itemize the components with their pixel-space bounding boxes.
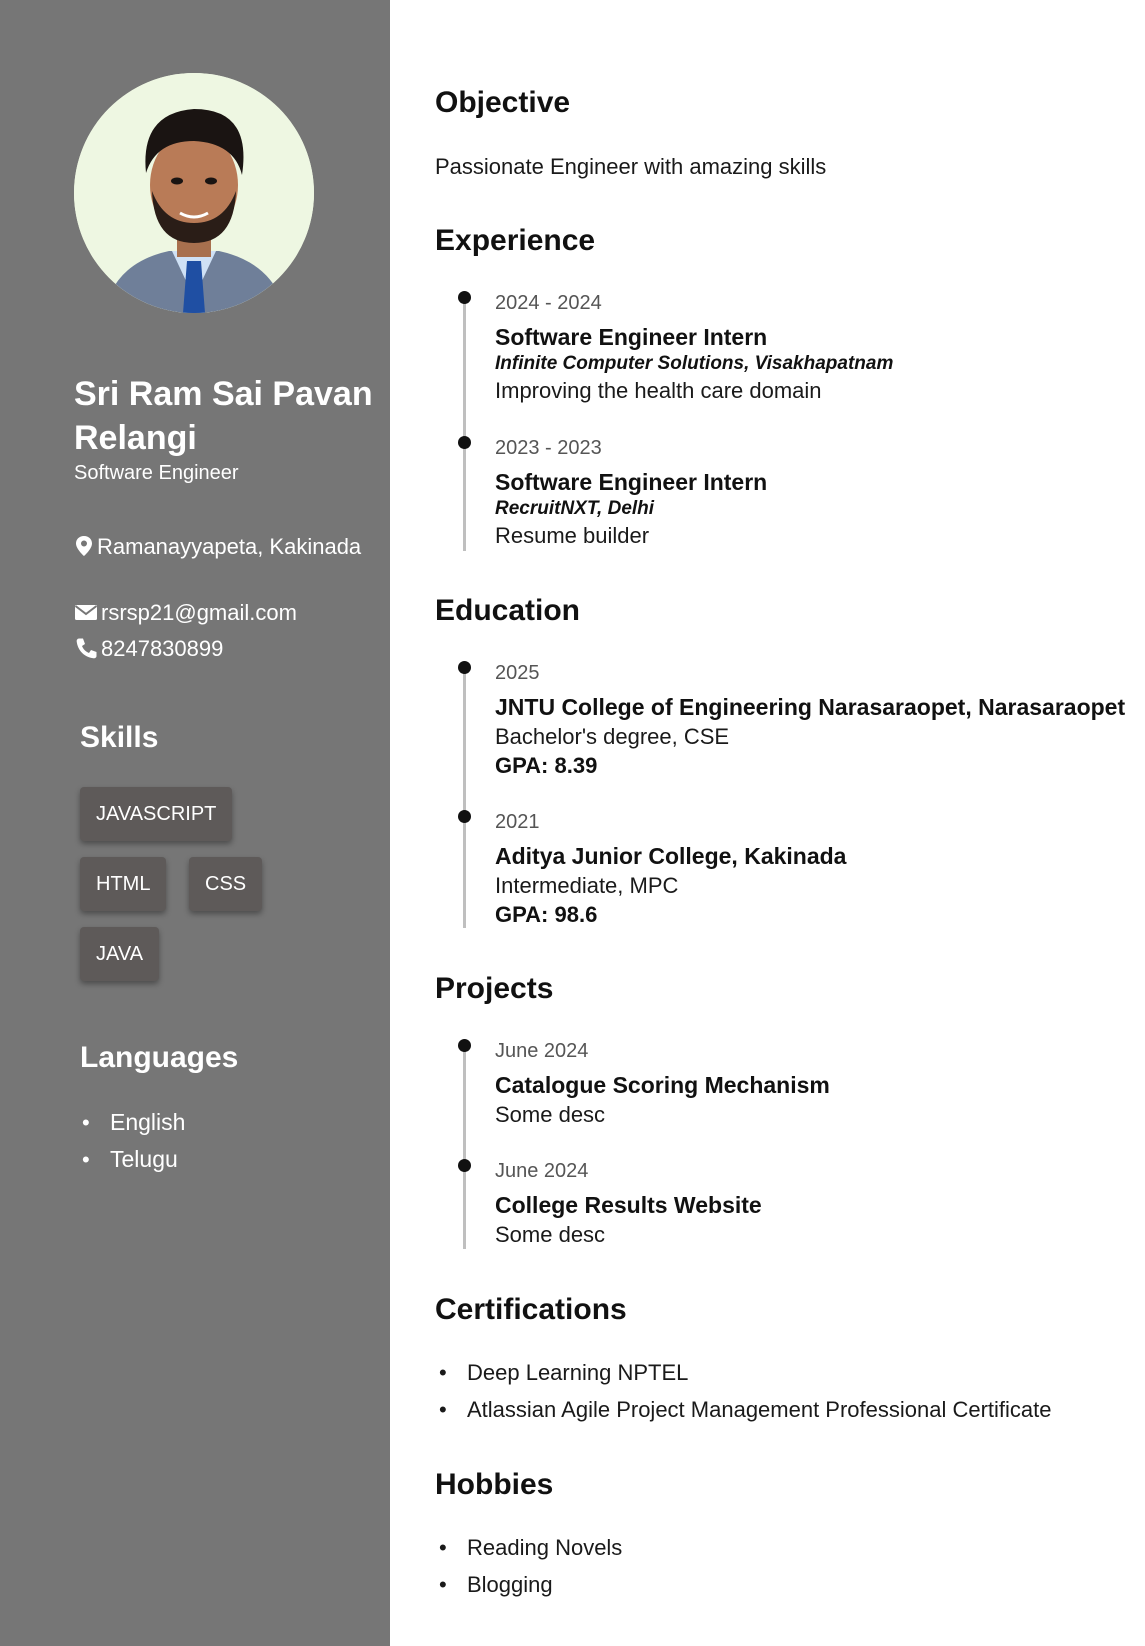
contact-email[interactable]: [74, 598, 374, 627]
entry-project-name: College Results Website: [495, 1192, 762, 1218]
hobbies-heading: Hobbies: [435, 1468, 554, 1501]
certification-item: • Deep Learning NPTEL: [439, 1354, 1052, 1391]
experience-entry: [495, 435, 1135, 550]
timeline-dot: [458, 291, 471, 304]
profile-name: Sri Ram Sai Pavan Relangi: [74, 375, 373, 457]
entry-description: Resume builder: [495, 523, 650, 548]
certifications-heading: Certifications: [435, 1293, 627, 1326]
skill-chip: JAVASCRIPT: [80, 787, 232, 841]
experience-heading: Experience: [435, 224, 596, 257]
entry-school: Aditya Junior College, Kakinada: [495, 843, 847, 869]
objective-heading: Objective: [435, 86, 571, 119]
phone-text[interactable]: 8247830899: [101, 636, 224, 661]
entry-year: 2021: [495, 811, 540, 833]
entry-role: Software Engineer Intern: [495, 324, 768, 350]
email-text[interactable]: rsrsp21@gmail.com: [101, 600, 297, 625]
entry-gpa: GPA: 98.6: [495, 902, 598, 927]
hobbies-list: [439, 1529, 622, 1603]
languages-heading: Languages: [80, 1041, 239, 1074]
timeline-dot: [458, 1159, 471, 1172]
education-timeline: [463, 666, 466, 928]
education-entry: [495, 660, 1135, 780]
entry-description: Improving the health care domain: [495, 378, 822, 403]
entry-degree: Bachelor's degree, CSE: [495, 724, 730, 749]
skill-chip: JAVA: [80, 927, 159, 981]
entry-gpa: GPA: 8.39: [495, 753, 598, 778]
project-entry: [495, 1038, 1135, 1129]
entry-company: RecruitNXT, Delhi: [495, 498, 655, 519]
project-entry: [495, 1158, 1135, 1249]
hobby-item: • Blogging: [439, 1566, 622, 1603]
entry-degree: Intermediate, MPC: [495, 873, 679, 898]
entry-date: June 2024: [495, 1160, 589, 1182]
entry-date: 2023 - 2023: [495, 437, 602, 459]
entry-description: Some desc: [495, 1222, 606, 1247]
skills-heading: Skills: [80, 721, 159, 754]
contact-phone[interactable]: [74, 634, 374, 663]
skill-chip: HTML: [80, 857, 166, 911]
experience-entry: [495, 290, 1135, 405]
timeline-dot: [458, 810, 471, 823]
skill-chip: CSS: [189, 857, 262, 911]
hobby-item: • Reading Novels: [439, 1529, 622, 1566]
contact-location: [74, 532, 374, 561]
phone-icon: [74, 637, 98, 659]
language-item: • Telugu: [82, 1141, 185, 1178]
location-text: Ramanayyapeta, Kakinada: [97, 534, 362, 559]
language-item: • English: [82, 1104, 185, 1141]
envelope-icon: [74, 601, 98, 623]
education-heading: Education: [435, 594, 581, 627]
entry-school: JNTU College of Engineering Narasaraopet, Narasaraopet: [495, 694, 1126, 720]
person-portrait-icon: [74, 73, 314, 313]
entry-project-name: Catalogue Scoring Mechanism: [495, 1072, 830, 1098]
main-content: [435, 0, 1125, 1646]
timeline-dot: [458, 436, 471, 449]
education-entry: [495, 809, 1135, 929]
certification-item: • Atlassian Agile Project Management Professional Certificate: [439, 1391, 1052, 1428]
map-pin-icon: [74, 535, 94, 557]
sidebar: [0, 0, 390, 1646]
profile-title: Software Engineer: [74, 462, 239, 484]
objective-text: Passionate Engineer with amazing skills: [435, 154, 827, 179]
languages-list: [82, 1104, 185, 1178]
entry-description: Some desc: [495, 1102, 606, 1127]
entry-date: 2024 - 2024: [495, 292, 602, 314]
projects-timeline: [463, 1044, 466, 1249]
certifications-list: [439, 1354, 1052, 1428]
timeline-dot: [458, 661, 471, 674]
entry-date: June 2024: [495, 1040, 589, 1062]
projects-heading: Projects: [435, 972, 554, 1005]
profile-photo: [74, 73, 314, 313]
entry-company: Infinite Computer Solutions, Visakhapatnam: [495, 353, 894, 374]
entry-role: Software Engineer Intern: [495, 469, 768, 495]
timeline-dot: [458, 1039, 471, 1052]
experience-timeline: [463, 296, 466, 551]
entry-year: 2025: [495, 662, 540, 684]
